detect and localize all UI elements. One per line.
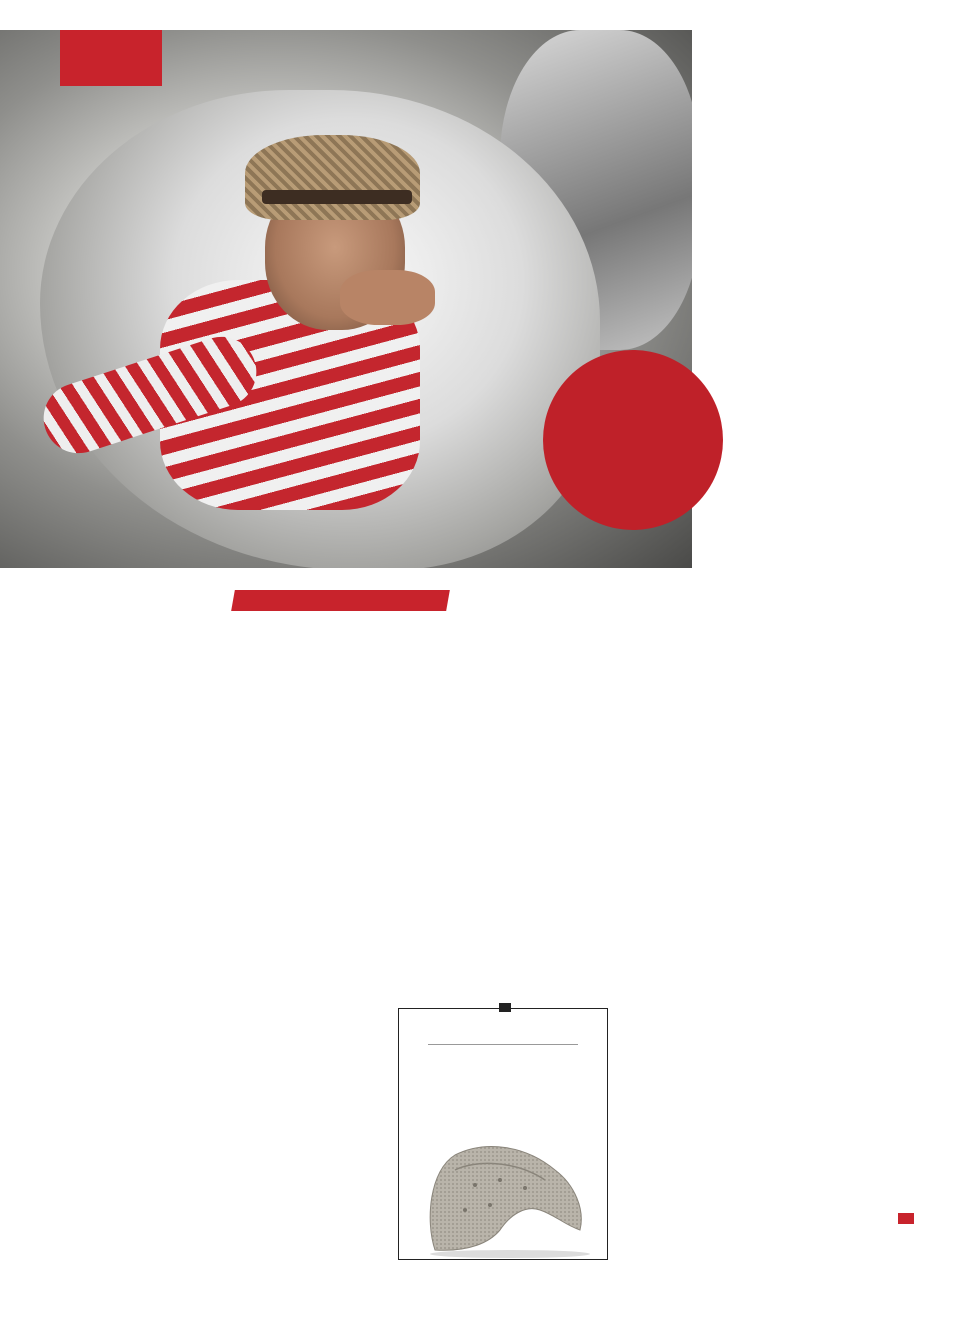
section-tag [60,30,162,86]
kicker-label [231,590,450,611]
drop-cap [60,796,86,906]
end-mark [898,1213,914,1224]
byline [0,750,692,766]
sofa-image [415,1130,595,1260]
box-divider [428,1044,578,1045]
photo-caption [543,350,723,530]
